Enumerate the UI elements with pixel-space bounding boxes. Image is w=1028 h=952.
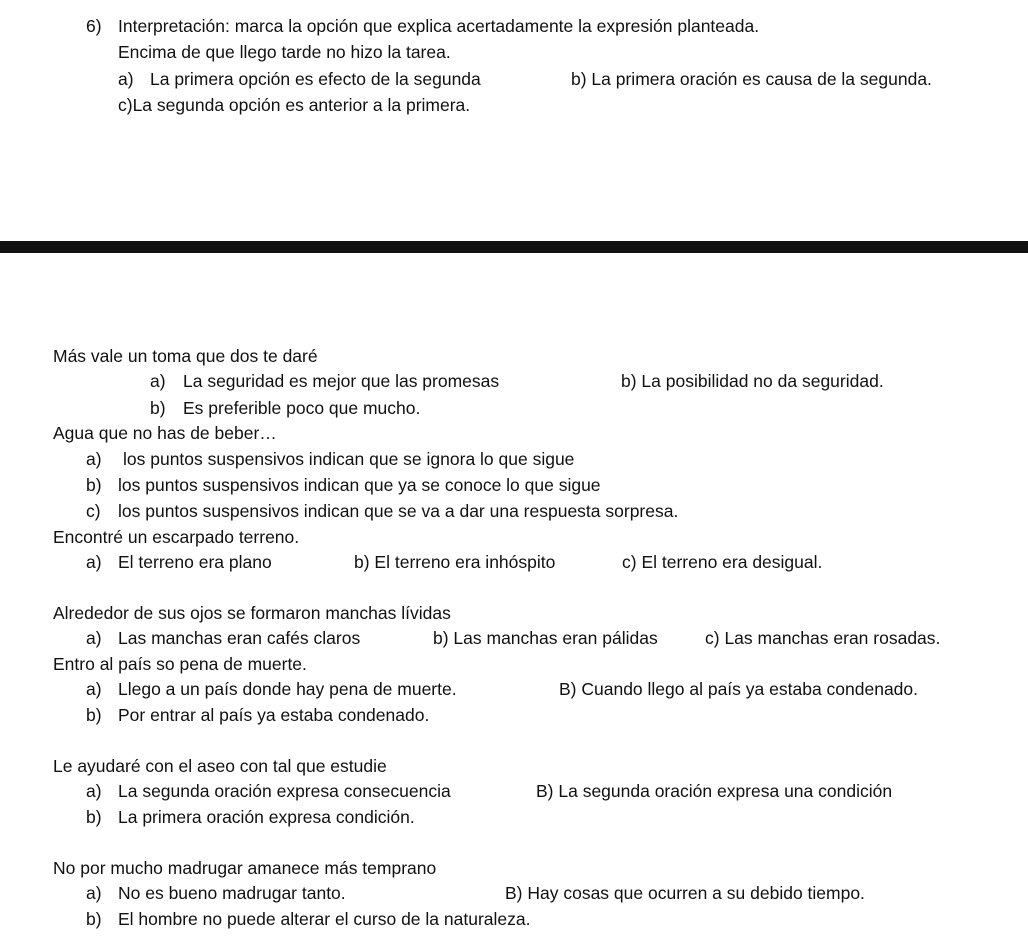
option-letter: b) xyxy=(86,705,102,725)
option-c: c) Las manchas eran rosadas. xyxy=(705,628,941,648)
option-b: b) El terreno era inhóspito xyxy=(354,552,556,572)
option-b: b) La primera oración es causa de la segunda. xyxy=(571,69,932,89)
option-letter: a) xyxy=(86,781,102,801)
item-prompt: Encontré un escarpado terreno. xyxy=(53,527,300,547)
option-letter: a) xyxy=(86,449,102,469)
item-prompt: No por mucho madrugar amanece más temprano xyxy=(53,858,437,878)
option-a: los puntos suspensivos indican que se ignora lo que sigue xyxy=(123,449,575,469)
option-letter: a) xyxy=(86,679,102,699)
option-letter: b) xyxy=(86,475,102,495)
option-c: c)La segunda opción es anterior a la primera. xyxy=(118,95,471,115)
option-letter: b) xyxy=(86,807,102,827)
option-c: los puntos suspensivos indican que se va a dar una respuesta sorpresa. xyxy=(118,501,679,521)
question-phrase: Encima de que llego tarde no hizo la tarea. xyxy=(118,42,451,62)
item-prompt: Alrededor de sus ojos se formaron manchas lívidas xyxy=(53,603,451,623)
option-b: B) Cuando llego al país ya estaba condenado. xyxy=(559,679,919,699)
option-letter: a) xyxy=(118,69,134,89)
section-divider xyxy=(0,241,1028,253)
option-a: La segunda oración expresa consecuencia xyxy=(118,781,451,801)
item-prompt: Más vale un toma que dos te daré xyxy=(53,346,318,366)
option-b: B) Hay cosas que ocurren a su debido tiempo. xyxy=(505,883,865,903)
option-b: Es preferible poco que mucho. xyxy=(183,398,421,418)
option-b: Por entrar al país ya estaba condenado. xyxy=(118,705,430,725)
question-number: 6) xyxy=(86,16,102,36)
option-letter: c) xyxy=(86,501,101,521)
option-letter: b) xyxy=(86,909,102,929)
option-b: La primera oración expresa condición. xyxy=(118,807,415,827)
option-letter: a) xyxy=(150,371,166,391)
option-b: El hombre no puede alterar el curso de la naturaleza. xyxy=(118,909,531,929)
option-a: La seguridad es mejor que las promesas xyxy=(183,371,500,391)
option-letter: a) xyxy=(86,552,102,572)
option-b: b) Las manchas eran pálidas xyxy=(433,628,658,648)
item-prompt: Le ayudaré con el aseo con tal que estudie xyxy=(53,756,387,776)
question-instruction: Interpretación: marca la opción que explica acertadamente la expresión planteada. xyxy=(118,16,760,36)
item-prompt: Agua que no has de beber… xyxy=(53,423,277,443)
option-letter: a) xyxy=(86,628,102,648)
option-b: los puntos suspensivos indican que ya se conoce lo que sigue xyxy=(118,475,601,495)
option-b: b) La posibilidad no da seguridad. xyxy=(621,371,884,391)
option-b: B) La segunda oración expresa una condición xyxy=(536,781,893,801)
option-a: No es bueno madrugar tanto. xyxy=(118,883,346,903)
option-c: c) El terreno era desigual. xyxy=(622,552,823,572)
option-letter: b) xyxy=(150,398,166,418)
option-a: Las manchas eran cafés claros xyxy=(118,628,361,648)
option-letter: a) xyxy=(86,883,102,903)
item-prompt: Entro al país so pena de muerte. xyxy=(53,654,307,674)
option-a: La primera opción es efecto de la segunda xyxy=(150,69,481,89)
option-a: El terreno era plano xyxy=(118,552,272,572)
option-a: Llego a un país donde hay pena de muerte. xyxy=(118,679,457,699)
